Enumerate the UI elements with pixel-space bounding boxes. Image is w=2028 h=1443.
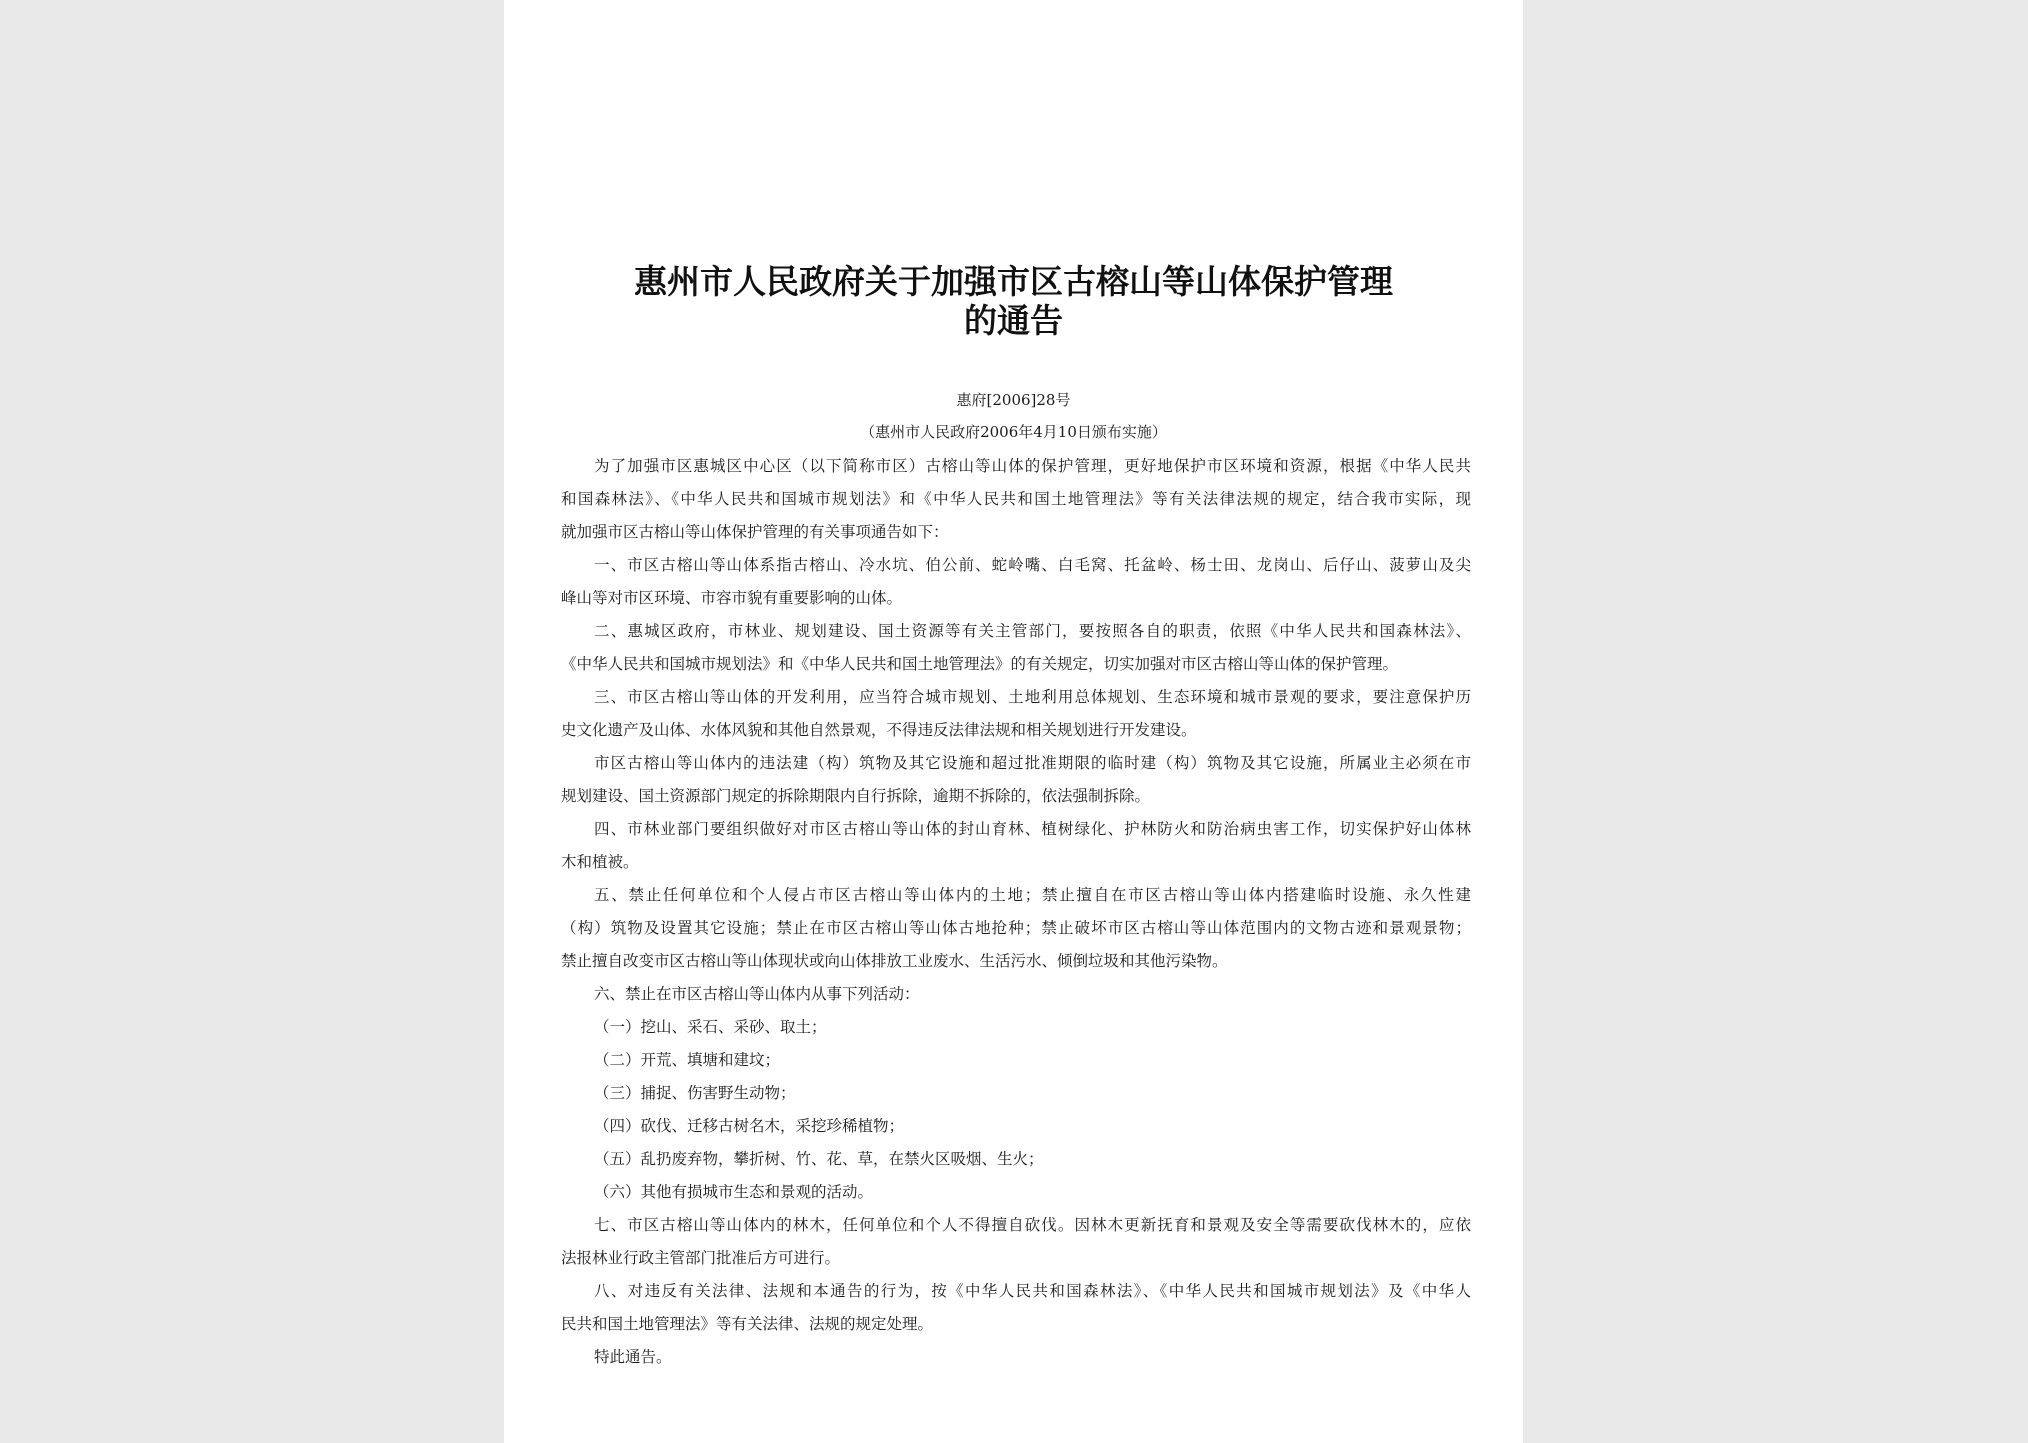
list-item: （六）其他有损城市生态和景观的活动。 — [594, 1183, 874, 1201]
list-item: （三）捕捉、伤害野生动物； — [594, 1084, 796, 1102]
paragraph-line: 八、对违反有关法律、法规和本通告的行为，按《中华人民共和国森林法》、《中华人民共和国城市规划法》及《中华人 — [594, 1282, 1471, 1300]
paragraph-line: 就加强市区古榕山等山体保护管理的有关事项通告如下： — [561, 523, 949, 541]
paragraph-line: 禁止擅自改变市区古榕山等山体现状或向山体排放工业废水、生活污水、倾倒垃圾和其他污染物。 — [561, 952, 1228, 970]
title-line-2: 的通告 — [964, 301, 1063, 340]
paragraph-line: 史文化遗产及山体、水体风貌和其他自然景观，不得违反法律法规和相关规划进行开发建设。 — [561, 721, 1197, 739]
list-item: （一）挖山、采石、采砂、取土； — [594, 1018, 827, 1036]
document-number: 惠府[2006]28号 — [956, 391, 1071, 409]
paragraph-line: 五、禁止任何单位和个人侵占市区古榕山等山体内的土地；禁止擅自在市区古榕山等山体内搭建临时设施、永久性建 — [594, 886, 1471, 904]
title-line-1: 惠州市人民政府关于加强市区古榕山等山体保护管理 — [634, 262, 1393, 301]
list-item: （二）开荒、填塘和建坟； — [594, 1051, 781, 1069]
paragraph-line: 法报林业行政主管部门批准后方可进行。 — [561, 1249, 841, 1267]
paragraph-line: 规划建设、国土资源部门规定的拆除期限内自行拆除，逾期不拆除的，依法强制拆除。 — [561, 787, 1151, 805]
paragraph-line: 《中华人民共和国城市规划法》和《中华人民共和国土地管理法》的有关规定，切实加强对市区古榕山等山体的保护管理。 — [561, 655, 1399, 673]
paragraph-line: （构）筑物及设置其它设施；禁止在市区古榕山等山体古地抢种；禁止破坏市区古榕山等山体范围内的文物古迹和景观景物； — [561, 919, 1471, 937]
paragraph-line: 为了加强市区惠城区中心区（以下简称市区）古榕山等山体的保护管理，更好地保护市区环境和资源，根据《中华人民共 — [594, 457, 1471, 475]
paragraph-line: 和国森林法》、《中华人民共和国城市规划法》和《中华人民共和国土地管理法》等有关法律法规的规定，结合我市实际，现 — [561, 490, 1471, 508]
paragraph-line: 市区古榕山等山体内的违法建（构）筑物及其它设施和超过批准期限的临时建（构）筑物及其它设施，所属业主必须在市 — [594, 754, 1471, 772]
paragraph-line: 三、市区古榕山等山体的开发利用，应当符合城市规划、土地利用总体规划、生态环境和城市景观的要求，要注意保护历 — [594, 688, 1471, 706]
document-body — [561, 450, 1471, 1374]
document-page — [504, 0, 1523, 1443]
paragraph-line: 木和植被。 — [561, 853, 639, 871]
paragraph-line: 六、禁止在市区古榕山等山体内从事下列活动： — [594, 985, 920, 1003]
closing-line: 特此通告。 — [594, 1348, 672, 1366]
paragraph-line: 峰山等对市区环境、市容市貌有重要影响的山体。 — [561, 589, 903, 607]
paragraph-line: 四、市林业部门要组织做好对市区古榕山等山体的封山育林、植树绿化、护林防火和防治病虫害工作，切实保护好山体林 — [594, 820, 1471, 838]
document-title — [504, 262, 1523, 340]
paragraph-line: 七、市区古榕山等山体内的林木，任何单位和个人不得擅自砍伐。因林木更新抚育和景观及安全等需要砍伐林木的，应依 — [594, 1216, 1471, 1234]
list-item: （五）乱扔废弃物，攀折树、竹、花、草，在禁火区吸烟、生火； — [594, 1150, 1044, 1168]
issued-note: （惠州市人民政府2006年4月10日颁布实施） — [860, 423, 1167, 441]
paragraph-line: 民共和国土地管理法》等有关法律、法规的规定处理。 — [561, 1315, 934, 1333]
paragraph-line: 一、市区古榕山等山体系指古榕山、冷水坑、伯公前、蛇岭嘴、白毛窝、托盆岭、杨士田、龙岗山、后仔山、菠萝山及尖 — [594, 556, 1471, 574]
list-item: （四）砍伐、迁移古树名木，采挖珍稀植物； — [594, 1117, 905, 1135]
paragraph-line: 二、惠城区政府，市林业、规划建设、国土资源等有关主管部门，要按照各自的职责，依照《中华人民共和国森林法》、 — [594, 622, 1471, 640]
